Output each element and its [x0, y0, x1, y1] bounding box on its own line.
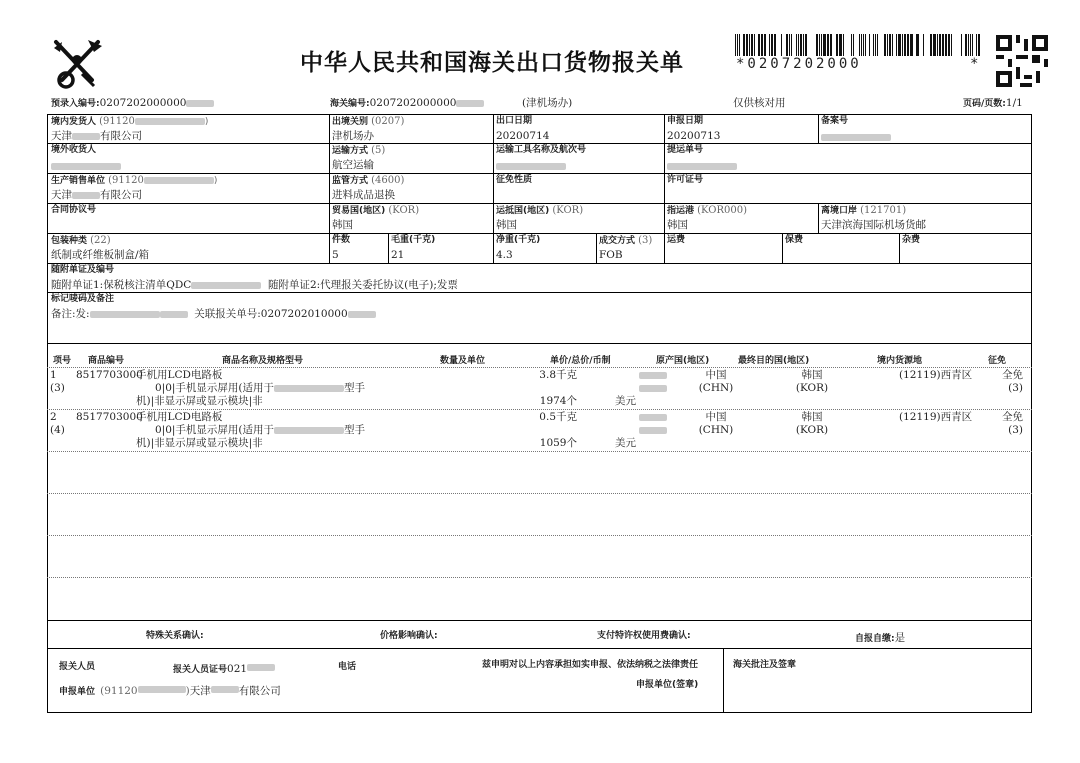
vehicle-redacted	[496, 160, 566, 172]
goods-dest: 韩国	[801, 411, 823, 423]
exit-port-label: 出境关别 (0207)	[332, 116, 405, 127]
pre-entry-number: 预录入编号:0207202000000	[51, 97, 214, 110]
goods-origin: 中国	[705, 411, 727, 423]
customs-endorsement-label: 海关批注及签章	[733, 660, 797, 670]
net-weight-value: 4.3	[496, 249, 513, 261]
insurance-label: 保费	[785, 235, 804, 245]
price-impact-label: 价格影响确认:	[380, 631, 438, 641]
customs-number: 海关编号:0207202000000	[330, 97, 484, 110]
supervision-label: 监管方式 (4600)	[332, 175, 405, 186]
pieces-label: 件数	[332, 235, 351, 245]
self-declare: 自报自缴:是	[855, 632, 906, 644]
goods-price-redacted	[607, 411, 667, 423]
goods-qty2: 1974个	[539, 395, 577, 407]
table-row	[47, 369, 1032, 409]
barcode-text: *0207202000	[736, 56, 862, 72]
goods-currency: 美元	[615, 437, 636, 449]
goods-header-tax: 征免	[988, 356, 1007, 366]
package-name: 纸制或纤维板制盒/箱	[51, 249, 150, 261]
deal-mode-label: 成交方式 (3)	[599, 235, 653, 246]
consignee-redacted	[51, 160, 121, 172]
goods-no2: (3)	[50, 382, 65, 394]
goods-no: 1	[50, 369, 57, 381]
goods-currency: 美元	[615, 395, 636, 407]
goods-header-source: 境内货源地	[877, 356, 923, 366]
goods-header-name: 商品名称及规格型号	[222, 356, 304, 366]
gross-weight-label: 毛重(千克)	[391, 235, 436, 245]
goods-qty2: 1059个	[539, 437, 577, 449]
goods-header-origin: 原产国(地区)	[656, 356, 710, 366]
goods-header-qty: 数量及单位	[440, 356, 486, 366]
goods-name3: 机)|非显示屏或显示模块|非	[136, 395, 263, 407]
goods-total-redacted	[607, 382, 667, 394]
goods-tax: 全免	[1002, 411, 1023, 423]
dest-port-label: 指运港 (KOR000)	[667, 205, 747, 216]
goods-hs: 8517703000	[76, 369, 143, 381]
goods-tax-code: (3)	[1008, 382, 1023, 394]
goods-origin-code: (CHN)	[698, 382, 734, 394]
table-row	[47, 411, 1032, 451]
goods-dest: 韩国	[801, 369, 823, 381]
reference-note: 仅供核对用	[733, 97, 786, 109]
attached-docs-label: 随附单证及编号	[51, 265, 115, 275]
goods-name1: 手机用LCD电路板	[136, 369, 223, 381]
declare-date: 20200713	[667, 130, 721, 142]
bill-label: 提运单号	[667, 145, 704, 155]
consignee-label: 境外收货人	[51, 145, 97, 155]
declarant-label: 报关人员	[59, 662, 96, 672]
goods-header-price: 单价/总价/币制	[550, 356, 611, 366]
goods-name3: 机)|非显示屏或显示模块|非	[136, 437, 263, 449]
export-date: 20200714	[496, 130, 550, 142]
royalty-label: 支付特许权使用费确认:	[597, 631, 691, 641]
goods-name2: 0|0|手机显示屏用(适用于 型手	[155, 424, 366, 436]
contract-label: 合同协议号	[51, 205, 97, 215]
trade-country-label: 贸易国(地区) (KOR)	[332, 205, 420, 216]
goods-header-dest: 最终目的国(地区)	[738, 356, 810, 366]
transport-label: 运输方式 (5)	[332, 145, 386, 156]
declare-date-label: 申报日期	[667, 116, 704, 126]
barcode-star: *	[970, 56, 979, 72]
goods-source: (12119)西青区	[899, 411, 973, 423]
special-relation-label: 特殊关系确认:	[146, 631, 204, 641]
goods-header-hs: 商品编号	[88, 356, 125, 366]
goods-dest-code: (KOR)	[795, 382, 829, 394]
marks-remarks-text: 备注:发: 关联报关单号:0207202010000	[51, 308, 376, 320]
bill-redacted	[667, 160, 737, 172]
dest-country-name: 韩国	[496, 219, 517, 231]
exit-border-label: 离境口岸 (121701)	[821, 205, 907, 216]
transport-name: 航空运输	[332, 159, 374, 171]
supervision-name: 进料成品退换	[332, 189, 395, 201]
license-label: 许可证号	[667, 175, 704, 185]
consignor-name: 天津 有限公司	[51, 130, 142, 142]
document-title: 中华人民共和国海关出口货物报关单	[300, 49, 684, 76]
goods-no: 2	[50, 411, 57, 423]
declarant-cert: 报关人员证号021	[173, 657, 275, 676]
record-number-redacted	[821, 131, 891, 143]
marks-remarks-label: 标记唛码及备注	[51, 294, 115, 304]
net-weight-label: 净重(千克)	[496, 235, 541, 245]
exit-port-name: 津机场办	[332, 130, 374, 142]
page-number: 页码/页数:1/1	[963, 97, 1023, 109]
dest-port-name: 韩国	[667, 219, 688, 231]
goods-total-redacted	[607, 424, 667, 436]
declaring-unit: 申报单位 (91120 )天津 有限公司	[59, 685, 281, 697]
deal-mode-name: FOB	[599, 249, 623, 261]
trade-country-name: 韩国	[332, 219, 353, 231]
goods-dest-code: (KOR)	[795, 424, 829, 436]
misc-fee-label: 杂费	[902, 235, 921, 245]
dest-country-label: 运抵国(地区) (KOR)	[496, 205, 584, 216]
consignor-label: 境内发货人 (91120 )	[51, 116, 209, 127]
goods-origin-code: (CHN)	[698, 424, 734, 436]
goods-source: (12119)西青区	[899, 369, 973, 381]
goods-header-no: 项号	[53, 356, 72, 366]
goods-qty1: 0.5千克	[539, 411, 577, 423]
goods-tax-code: (3)	[1008, 424, 1023, 436]
exit-border-name: 天津滨海国际机场货邮	[821, 219, 926, 231]
office-name: (津机场办)	[522, 97, 573, 109]
freight-label: 运费	[667, 235, 686, 245]
goods-price-redacted	[607, 369, 667, 381]
goods-qty1: 3.8千克	[539, 369, 577, 381]
goods-tax: 全免	[1002, 369, 1023, 381]
goods-hs: 8517703000	[76, 411, 143, 423]
gross-weight-value: 21	[391, 249, 405, 261]
vehicle-label: 运输工具名称及航次号	[496, 145, 587, 155]
package-label: 包装种类 (22)	[51, 235, 111, 246]
legal-statement: 兹申明对以上内容承担如实申报、依法纳税之法律责任	[482, 660, 699, 670]
export-date-label: 出口日期	[496, 116, 533, 126]
attached-docs-text: 随附单证1:保税核注清单QDC 随附单证2:代理报关委托协议(电子);发票	[51, 279, 458, 291]
record-number-label: 备案号	[821, 116, 849, 126]
phone-label: 电话	[338, 662, 357, 672]
goods-origin: 中国	[705, 369, 727, 381]
pieces-value: 5	[332, 249, 339, 261]
producer-label: 生产销售单位 (91120 )	[51, 175, 218, 186]
producer-name: 天津 有限公司	[51, 189, 142, 201]
goods-name2: 0|0|手机显示屏用(适用于 型手	[155, 382, 366, 394]
declaring-unit-sign-label: 申报单位(签章)	[636, 680, 699, 690]
goods-no2: (4)	[50, 424, 65, 436]
goods-name1: 手机用LCD电路板	[136, 411, 223, 423]
tax-nature-label: 征免性质	[496, 175, 533, 185]
